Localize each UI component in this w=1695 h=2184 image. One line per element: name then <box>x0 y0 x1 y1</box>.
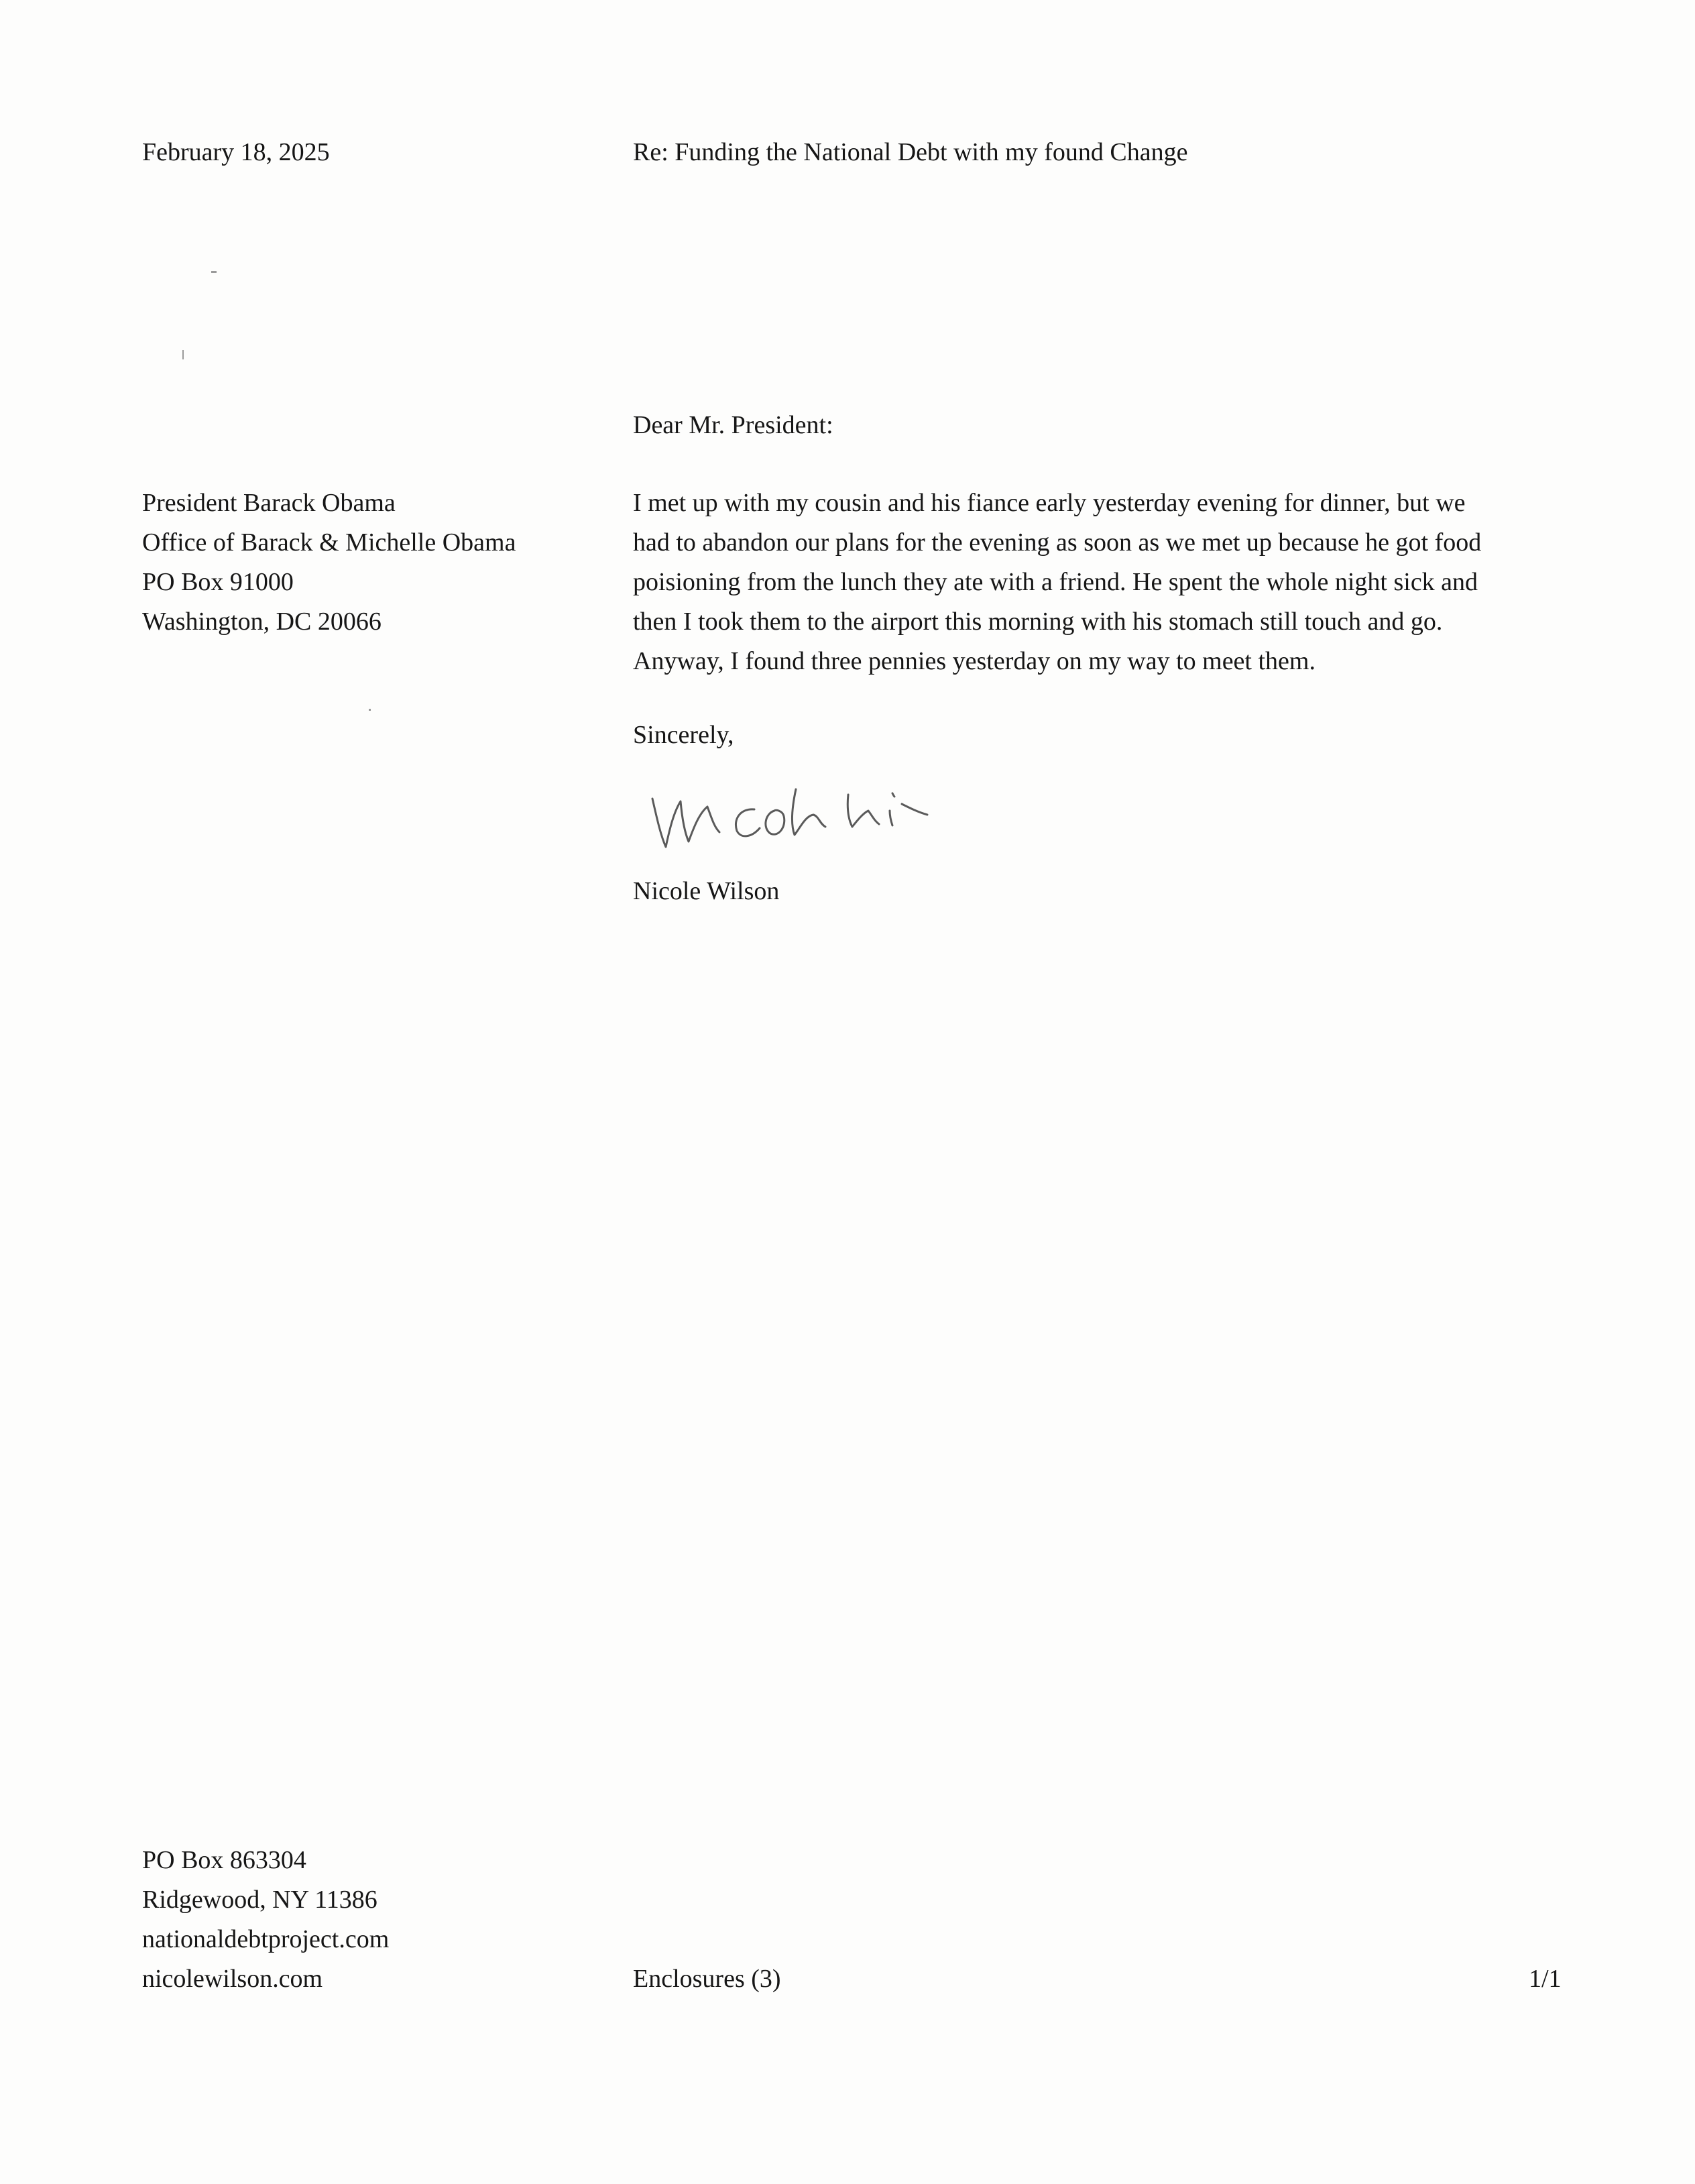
body-line: Anyway, I found three pennies yesterday on my way to meet them. <box>633 647 1316 675</box>
letter-body <box>633 483 1585 681</box>
enclosures-note: Enclosures (3) <box>633 1965 781 1993</box>
body-line: had to abandon our plans for the evening as soon as we met up because he got food <box>633 528 1482 557</box>
subject-line: Re: Funding the National Debt with my found Change <box>633 138 1188 166</box>
salutation: Dear Mr. President: <box>633 411 833 439</box>
letter-date: February 18, 2025 <box>142 138 330 166</box>
recipient-address <box>142 483 516 642</box>
recipient-po-box: PO Box 91000 <box>142 568 294 596</box>
signature-icon <box>647 774 962 862</box>
recipient-name: President Barack Obama <box>142 489 396 517</box>
recipient-city: Washington, DC 20066 <box>142 608 382 636</box>
scan-speck <box>369 709 371 711</box>
closing: Sincerely, <box>633 721 734 749</box>
sender-website: nationaldebtproject.com <box>142 1925 390 1953</box>
scan-speck <box>182 350 184 359</box>
sender-personal-site: nicolewilson.com <box>142 1965 323 1993</box>
body-line: I met up with my cousin and his fiance early yesterday evening for dinner, but we <box>633 489 1466 517</box>
sender-address <box>142 1841 389 1999</box>
scan-speck <box>211 271 217 273</box>
signer-name: Nicole Wilson <box>633 877 780 905</box>
page-number: 1/1 <box>1529 1965 1562 1993</box>
sender-po-box: PO Box 863304 <box>142 1846 306 1874</box>
sender-city: Ridgewood, NY 11386 <box>142 1886 377 1914</box>
recipient-office: Office of Barack & Michelle Obama <box>142 528 516 557</box>
body-line: poisioning from the lunch they ate with a friend. He spent the whole night sick and <box>633 568 1478 596</box>
body-line: then I took them to the airport this morning with his stomach still touch and go. <box>633 608 1443 636</box>
